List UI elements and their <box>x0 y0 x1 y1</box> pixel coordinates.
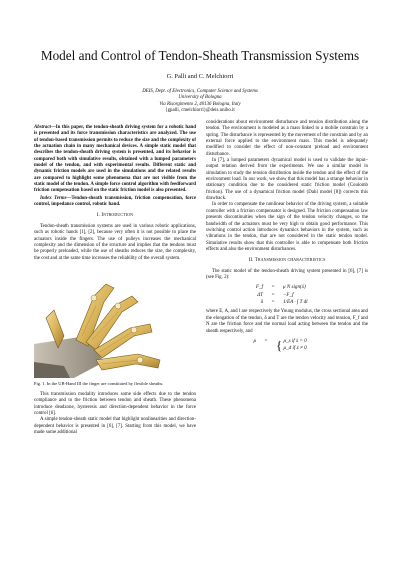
abstract: Abstract—In this paper, the tendon-sheath driving system for a robotic hand is presented and its force transmission characteristics are analyzed. The use of tendon-based transmission permits to reduce the size and the complexity of the actuation chain in many mechanical devices. A simple static model that describes the tendon-sheath driving system is presented, and its behavior is compared both with simulative results, obtained with a lumped parameters model of the tendon, and with experimental results. Different static and dynamic friction models are used in the simulations and the related results are compared to highlight some phenomena that are not visible from the static model of the tendon. A simple force control algorithm with feedforward friction compensation based on the static friction model is also presented. <box>34 125 196 194</box>
body-paragraph: considerations about environment disturbance and tension distribution along the tendon. The environment is modeled as a mass linked to a mobile constrain by a spring. The disturbance is represented by the movement of the constrain and by an external force applied to the environment mass. This model is adequately modified to consider the effect of non-constant preload and environment disturbance. <box>206 120 368 157</box>
equation-row: F_f = μ N sign(ẋ) <box>206 284 368 291</box>
body-paragraph: where E, A, and l are respectively the Young modulus, the cross sectional area and the elongation of the tendon, δ and T are the tendon velocity and tension, F_f and N are the friction force and the normal load acting between the tendon and the sheath respectively, and <box>206 309 368 334</box>
affiliation-line: DEIS, Dept. of Electronics, Computer Science and Systems <box>142 89 258 94</box>
intro-paragraph: A simple tendon-sheath static model that highlight nonlinearities and direction-dependent behavior is presented in [6], [7]. Starting from this model, we have made some additional <box>34 417 196 435</box>
robotic-hand-figure <box>34 266 196 378</box>
body-paragraph: In [7], a lumped parameters dynamical model is used to validate the input–output relation derived from the experiments. We use a similar model in simulation to study the tension distribution inside the tendon and the effect of the environment load. In our work, we show that this model has a strange behavior in stationary condition due to the considered static friction model (Coulomb friction). The use of a dynamical friction model (Dahl model [8]) corrects this drawback. <box>206 158 368 202</box>
equation-lhs: δ <box>260 299 263 306</box>
brace-symbol: { <box>276 337 283 353</box>
equation-lhs: ΔT <box>257 291 263 298</box>
equation-lhs: μ <box>253 337 256 344</box>
affiliation-email: {gpalli, cmelchiorri}@deis.unibo.it <box>165 107 235 113</box>
section-heading-introduction: I. Introduction <box>96 213 134 219</box>
body-paragraph: The static model of the tendon-sheath driving system presented in [6], [7] is (see Fig. 2): <box>206 268 368 280</box>
section-heading-transmission: II. Transmission characteristics <box>248 258 326 264</box>
equation-rhs: 1/EA · ∫ T dl <box>283 299 308 306</box>
equation-rhs: −F_f <box>283 291 294 298</box>
equation-case: μ_d if ẋ ≠ 0 <box>283 345 307 352</box>
paper-title: Model and Control of Tendon-Sheath Transmission Systems <box>40 48 360 63</box>
affiliation-line: Via Risorgimento 2, 40136 Bologna, Italy <box>159 101 241 107</box>
right-column <box>206 120 368 356</box>
equation-case: μ_s if ẋ = 0 <box>283 337 307 344</box>
equation-rhs: μ N sign(ẋ) <box>283 284 306 291</box>
affiliation-line: University of Bologna <box>178 95 222 101</box>
equation-block <box>206 338 368 353</box>
affiliation-block <box>20 89 380 114</box>
body-paragraph: In order to compensate the nonlinear behavior of the driving system, a suitable controller with a friction compensator is designed. The friction compensation law presents discontinuities when the sign of the tendon velocity changes, so the bandwidth of the actuators must be very high to obtain good performance. This switching control action introduces dynamics behaviors in the system, such as vibrations in the tendon, that are not considered in the static tendon model. Simulative results show that this controller is able to compensate both friction effects and also the environment disturbances. <box>206 202 368 252</box>
author-list: G. Palli and C. Melchiorri <box>166 73 234 80</box>
equation-block <box>206 284 368 306</box>
intro-paragraph: Tendon-sheath transmission systems are used in various robotic applications, such as robotic hands [1], [2], because very often it is not possible to place the actuators inside the fingers. The use of pulleys increases the mechanical complexity and the dimension of the structure and implies that the tendons must be properly preloaded, while the use of sheaths reduces the size, the complexity, the cost and at the same time increases the reliability of the overall system. <box>34 223 196 261</box>
equation-lhs: F_f <box>255 284 263 291</box>
equation-row: μ = { μ_s if ẋ = 0 μ_d if ẋ ≠ 0 <box>206 338 368 353</box>
index-terms: Index Terms—Tendon-sheath transmission, friction compensation, force control, impedance control, robotic hand. <box>34 195 196 208</box>
left-column <box>34 125 196 436</box>
equation-row: δ = 1/EA · ∫ T dl <box>206 299 368 306</box>
figure-caption: Fig. 1. In the UB-Hand III the finger are constituted by flexible sheaths. <box>34 380 164 386</box>
equation-row: ΔT = −F_f <box>206 292 368 299</box>
intro-paragraph: This transmission modality introduces some side effects due to the tendon compliance and to the friction between tendon and sheath. These phenomena introduce deadzone, hysteresis and direction-dependent behavior in the force control [6]. <box>34 391 196 416</box>
robotic-hand-image <box>34 266 196 378</box>
